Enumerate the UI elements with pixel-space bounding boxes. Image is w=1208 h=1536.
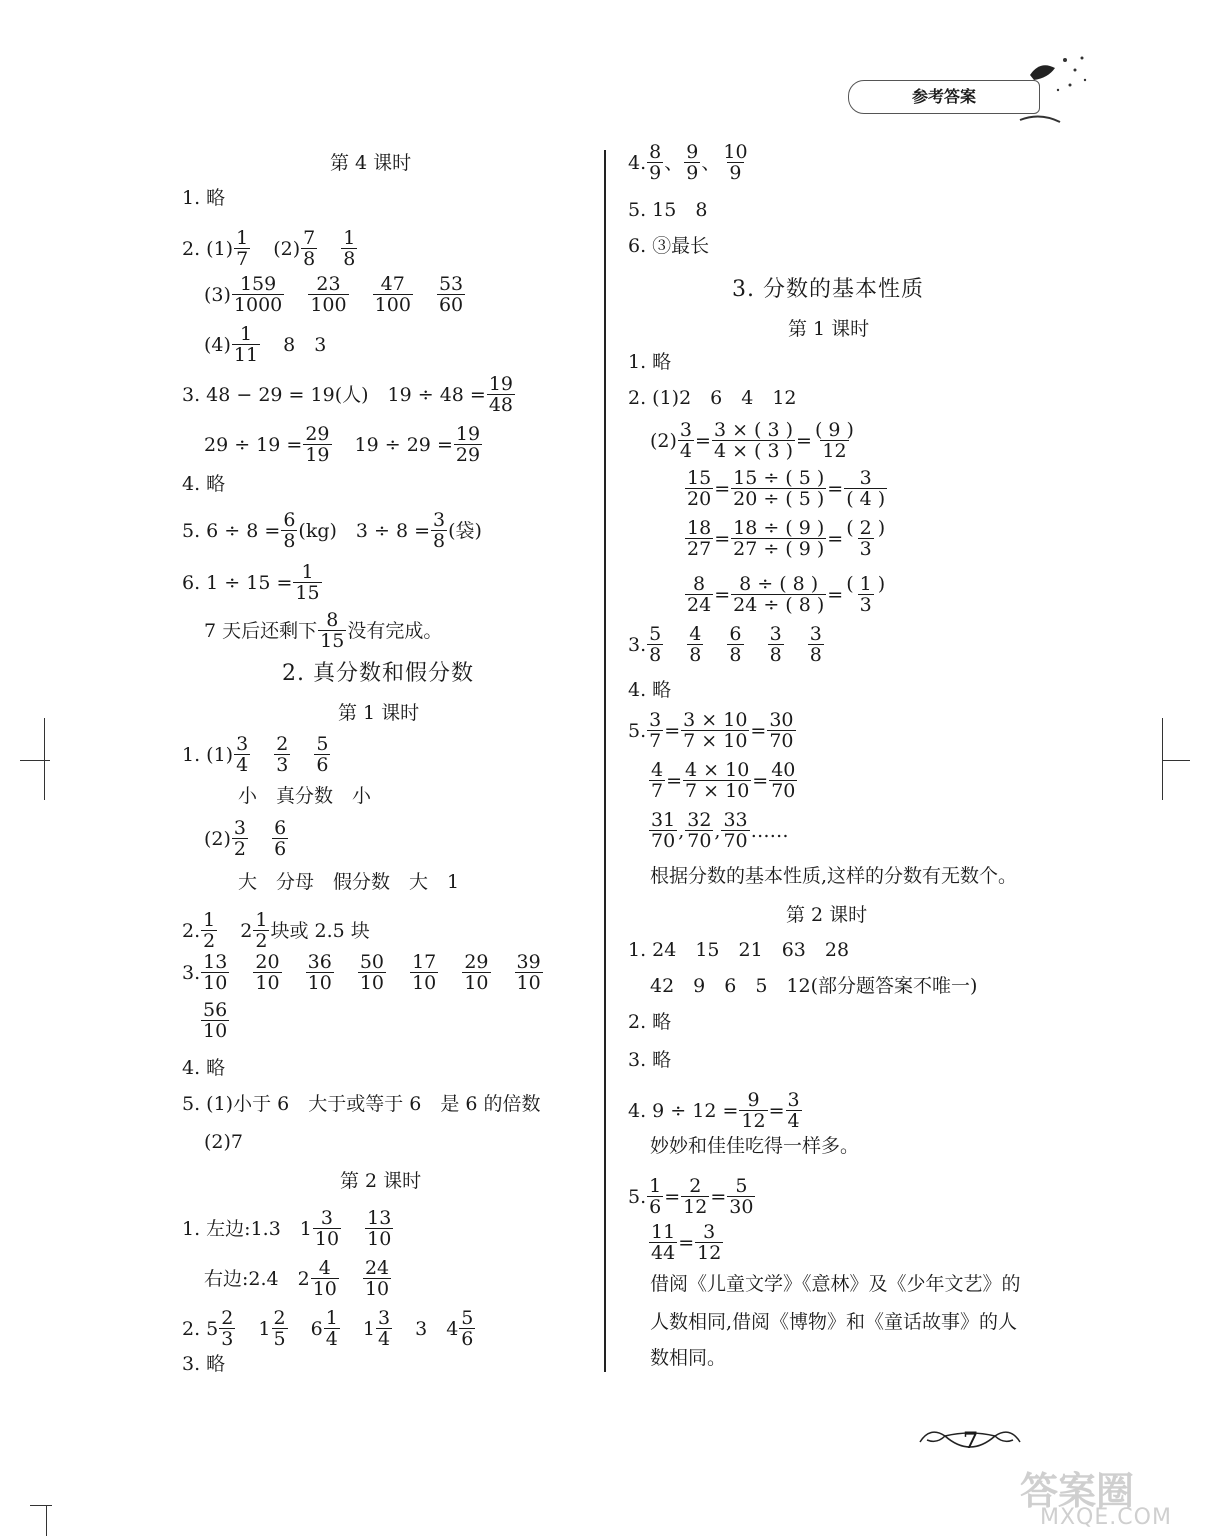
page-number [915, 1422, 1025, 1462]
fraction: $\frac{4}{10}$ [312, 1257, 337, 1300]
answer-line [200, 1000, 230, 1041]
fraction: $\frac{1}{2}$ [255, 909, 268, 952]
answer-line: 3. 略 [628, 1049, 672, 1071]
fraction: $\frac{17}{10}$ [412, 951, 437, 994]
fraction: $\frac{3}{8}$ [769, 623, 782, 666]
fraction: $\frac{30}{70}$ [769, 709, 794, 752]
answer-line: 数相同。 [650, 1347, 727, 1369]
answer-line: 6. 1 ÷ 15 = $\frac{1}{15}$ [182, 561, 320, 604]
answer-line: 5. $\frac{3}{7}$ = $\frac{3 \times 10}{7 \times 10}$ = $\frac{30}{70}$ [628, 709, 794, 752]
fraction: $\frac{159}{1000}$ [233, 273, 283, 316]
crop-mark [46, 1505, 47, 1536]
fraction: $\frac{( 9 )}{12}$ [814, 419, 854, 462]
answer-line: (2)7 [204, 1131, 244, 1153]
fraction: $\frac{2}{3}$ [276, 733, 289, 776]
fraction: $\frac{1}{15}$ [295, 561, 320, 604]
fraction: $\frac{33}{70}$ [723, 809, 748, 852]
answer-line: (2) $\frac{3}{2}$ $\frac{6}{6}$ [204, 817, 287, 860]
fraction: $\frac{5}{6}$ [461, 1307, 474, 1350]
answer-line: 1. 24 15 21 63 28 [628, 939, 850, 961]
fraction: $\frac{1}{6}$ [649, 1175, 662, 1218]
fraction: $\frac{3}{4}$ [787, 1089, 800, 1132]
column-divider [604, 150, 606, 1372]
decorative-ornament-icon [1010, 40, 1100, 130]
fraction: $\frac{2}{12}$ [683, 1175, 708, 1218]
fraction: $\frac{6}{6}$ [274, 817, 287, 860]
fraction: $\frac{15 \div ( 5 )}{20 \div ( 5 )}$ [733, 467, 825, 510]
lesson-heading: 第 1 课时 [788, 318, 870, 340]
answer-line: $\frac{31}{70}$ , $\frac{32}{70}$ , $\frac{33}{70}$ …… [651, 809, 789, 852]
fraction: $\frac{19}{48}$ [488, 373, 514, 416]
answer-line: 根据分数的基本性质,这样的分数有无数个。 [650, 865, 1018, 887]
fraction: $\frac{8 \div ( 8 )}{24 \div ( 8 )}$ [733, 573, 825, 616]
fraction: $\frac{8}{15}$ [320, 609, 345, 652]
answer-line: 小 真分数 小 [238, 785, 372, 807]
answer-line: 1. 略 [628, 351, 672, 373]
fraction: $\frac{5}{8}$ [649, 623, 662, 666]
crop-mark [30, 1505, 52, 1506]
fraction: $\frac{3}{4}$ [679, 419, 693, 462]
fraction: $\frac{39}{10}$ [516, 951, 541, 994]
fraction: $\frac{8}{24}$ [687, 573, 712, 616]
answer-line: (4) $\frac{1}{11}$ 8 3 [204, 323, 327, 366]
answer-line: 3. $\frac{13}{10}$ $\frac{20}{10}$ $\frac{36}{10}$ $\frac{50}{10}$ $\frac{17}{10}$ $\frac{29}{10}$ $\frac{39}{10}$ [182, 951, 541, 994]
fraction: $\frac{24}{10}$ [364, 1257, 390, 1300]
fraction: $\frac{5}{6}$ [316, 733, 329, 776]
fraction: $\frac{53}{60}$ [438, 273, 464, 316]
answer-line: $\frac{18}{27}$ = $\frac{18 \div ( 9 )}{27 \div ( 9 )}$ = $\frac{( 2 )}{3}$ [687, 517, 886, 560]
lesson-heading: 第 1 课时 [338, 702, 420, 724]
fraction: $\frac{( 2 )}{3}$ [846, 517, 886, 560]
answer-line: 5. 15 8 [628, 199, 708, 221]
answer-line: 4. 9 ÷ 12 = $\frac{9}{12}$ = $\frac{3}{4}$ [628, 1089, 800, 1132]
answer-line: (3) $\frac{159}{1000}$ $\frac{23}{100}$ $\frac{47}{100}$ $\frac{53}{60}$ [204, 273, 464, 316]
answer-line: 右边:2.4 2 $\frac{4}{10}$ $\frac{24}{10}$ [204, 1257, 390, 1300]
answer-line: 2. (1)2 6 4 12 [628, 387, 797, 409]
section-heading: 3. 分数的基本性质 [732, 277, 924, 302]
fraction: $\frac{40}{70}$ [771, 759, 796, 802]
answer-line: 29 ÷ 19 = $\frac{29}{19}$ 19 ÷ 29 = $\frac{19}{29}$ [204, 423, 481, 466]
answer-line: $\frac{11}{44}$ = $\frac{3}{12}$ [651, 1221, 722, 1264]
fraction: $\frac{1}{4}$ [325, 1307, 338, 1350]
fraction: $\frac{29}{10}$ [464, 951, 489, 994]
answer-line: 4. $\frac{8}{9}$ 、 $\frac{9}{9}$ 、 $\frac{10}{9}$ [628, 141, 748, 184]
answer-line: 1. 略 [182, 187, 226, 209]
crop-mark [1162, 718, 1163, 800]
fraction: $\frac{1}{11}$ [233, 323, 259, 366]
answer-line: 5. (1)小于 6 大于或等于 6 是 6 的倍数 [182, 1093, 541, 1115]
answer-line: $\frac{15}{20}$ = $\frac{15 \div ( 5 )}{20 \div ( 5 )}$ = $\frac{3}{( 4 )}$ [687, 467, 886, 510]
fraction: $\frac{29}{19}$ [305, 423, 330, 466]
answer-line: 1. (1) $\frac{3}{4}$ $\frac{2}{3}$ $\frac{5}{6}$ [182, 733, 329, 776]
crop-mark [44, 718, 45, 800]
answer-line: 5. $\frac{1}{6}$ = $\frac{2}{12}$ = $\frac{5}{30}$ [628, 1175, 754, 1218]
fraction: $\frac{4 \times 10}{7 \times 10}$ [685, 759, 750, 802]
fraction: $\frac{56}{10}$ [203, 999, 228, 1042]
fraction: $\frac{50}{10}$ [359, 951, 385, 994]
fraction: $\frac{3}{4}$ [236, 733, 249, 776]
watermark: 答案圈 [1020, 1469, 1135, 1513]
fraction: $\frac{4}{7}$ [651, 759, 664, 802]
fraction: $\frac{47}{100}$ [374, 273, 411, 316]
lesson-heading: 第 2 课时 [340, 1170, 422, 1192]
fraction: $\frac{3}{8}$ [433, 509, 446, 552]
fraction: $\frac{1}{2}$ [203, 909, 216, 952]
answer-line: 3. $\frac{5}{8}$ $\frac{4}{8}$ $\frac{6}{8}$ $\frac{3}{8}$ $\frac{3}{8}$ [628, 623, 822, 666]
answer-line: $\frac{4}{7}$ = $\frac{4 \times 10}{7 \times 10}$ = $\frac{40}{70}$ [651, 759, 796, 802]
fraction: $\frac{19}{29}$ [455, 423, 481, 466]
answer-line: 2. $\frac{1}{2}$ 2 $\frac{1}{2}$ 块或 2.5 块 [182, 909, 370, 952]
fraction: $\frac{7}{8}$ [303, 227, 316, 270]
fraction: $\frac{3}{8}$ [809, 623, 822, 666]
answer-line: $\frac{8}{24}$ = $\frac{8 \div ( 8 )}{24 \div ( 8 )}$ = $\frac{( 1 )}{3}$ [687, 573, 886, 616]
fraction: $\frac{11}{44}$ [651, 1221, 676, 1264]
fraction: $\frac{2}{5}$ [273, 1307, 286, 1350]
fraction: $\frac{18 \div ( 9 )}{27 \div ( 9 )}$ [733, 517, 825, 560]
fraction: $\frac{6}{8}$ [283, 509, 296, 552]
fraction: $\frac{3 \times 10}{7 \times 10}$ [683, 709, 748, 752]
fraction: $\frac{20}{10}$ [255, 951, 280, 994]
fraction: $\frac{3}{( 4 )}$ [846, 467, 886, 510]
answer-line: 妙妙和佳佳吃得一样多。 [650, 1135, 860, 1157]
fraction: $\frac{2}{3}$ [221, 1307, 234, 1350]
watermark-url: MXQE.COM [1040, 1505, 1172, 1530]
fraction: $\frac{13}{10}$ [367, 1207, 392, 1250]
fraction: $\frac{36}{10}$ [307, 951, 332, 994]
fraction: $\frac{18}{27}$ [687, 517, 712, 560]
answer-line: 42 9 6 5 12(部分题答案不唯一) [650, 975, 978, 997]
fraction: $\frac{10}{9}$ [723, 141, 748, 184]
fraction: $\frac{3}{4}$ [377, 1307, 391, 1350]
fraction: $\frac{31}{70}$ [651, 809, 676, 852]
fraction: $\frac{3}{2}$ [233, 817, 247, 860]
fraction: $\frac{32}{70}$ [687, 809, 712, 852]
fraction: $\frac{1}{7}$ [236, 227, 249, 270]
answer-line: 5. 6 ÷ 8 = $\frac{6}{8}$ (kg) 3 ÷ 8 = $\frac{3}{8}$ (袋) [182, 509, 482, 552]
answer-line: 4. 略 [182, 1057, 226, 1079]
page-number-text: 7 [963, 1428, 979, 1454]
lesson-heading: 第 4 课时 [330, 152, 412, 174]
answer-line: 2. 略 [628, 1011, 672, 1033]
fraction: $\frac{1}{8}$ [343, 227, 356, 270]
answer-line: 4. 略 [628, 679, 672, 701]
answer-key-badge: 参考答案 [848, 80, 1040, 114]
lesson-heading: 第 2 课时 [786, 904, 868, 926]
fraction: $\frac{13}{10}$ [203, 951, 228, 994]
fraction: $\frac{3}{10}$ [314, 1207, 340, 1250]
answer-line: 2. 5 $\frac{2}{3}$ 1 $\frac{2}{5}$ 6 $\frac{1}{4}$ 1 $\frac{3}{4}$ 3 4 $\frac{5}{6}$ [182, 1307, 474, 1350]
answer-line: 3. 48 − 29 = 19(人) 19 ÷ 48 = $\frac{19}{48}$ [182, 373, 514, 416]
fraction: $\frac{23}{100}$ [310, 273, 347, 316]
answer-line: 1. 左边:1.3 1 $\frac{3}{10}$ $\frac{13}{10}$ [182, 1207, 392, 1250]
fraction: $\frac{6}{8}$ [729, 623, 742, 666]
answer-line: (2) $\frac{3}{4}$ = $\frac{3 \times ( 3 )}{4 \times ( 3 )}$ = $\frac{( 9 )}{12}$ [650, 419, 854, 462]
crop-mark [1162, 760, 1190, 761]
crop-mark [20, 760, 50, 761]
fraction: $\frac{5}{30}$ [729, 1175, 754, 1218]
answer-line: 7 天后还剩下 $\frac{8}{15}$ 没有完成。 [204, 609, 443, 652]
answer-line: 借阅《儿童文学》《意林》及《少年文艺》的 [650, 1273, 1021, 1295]
answer-line: 人数相同,借阅《博物》和《童话故事》的人 [650, 1311, 1018, 1333]
fraction: $\frac{( 1 )}{3}$ [846, 573, 886, 616]
answer-line: 2. (1) $\frac{1}{7}$ (2) $\frac{7}{8}$ $\frac{1}{8}$ [182, 227, 356, 270]
fraction: $\frac{9}{12}$ [741, 1089, 766, 1132]
fraction: $\frac{3 \times ( 3 )}{4 \times ( 3 )}$ [713, 419, 794, 462]
fraction: $\frac{3}{7}$ [649, 709, 662, 752]
fraction: $\frac{9}{9}$ [686, 141, 699, 184]
answer-line: 3. 略 [182, 1353, 226, 1375]
answer-line: 大 分母 假分数 大 1 [238, 871, 460, 893]
answer-line: 6. ③最长 [628, 235, 710, 257]
section-heading: 2. 真分数和假分数 [282, 661, 474, 686]
fraction: $\frac{8}{9}$ [649, 141, 662, 184]
answer-line: 4. 略 [182, 473, 226, 495]
fraction: $\frac{3}{12}$ [697, 1221, 722, 1264]
fraction: $\frac{15}{20}$ [687, 467, 712, 510]
fraction: $\frac{4}{8}$ [689, 623, 702, 666]
